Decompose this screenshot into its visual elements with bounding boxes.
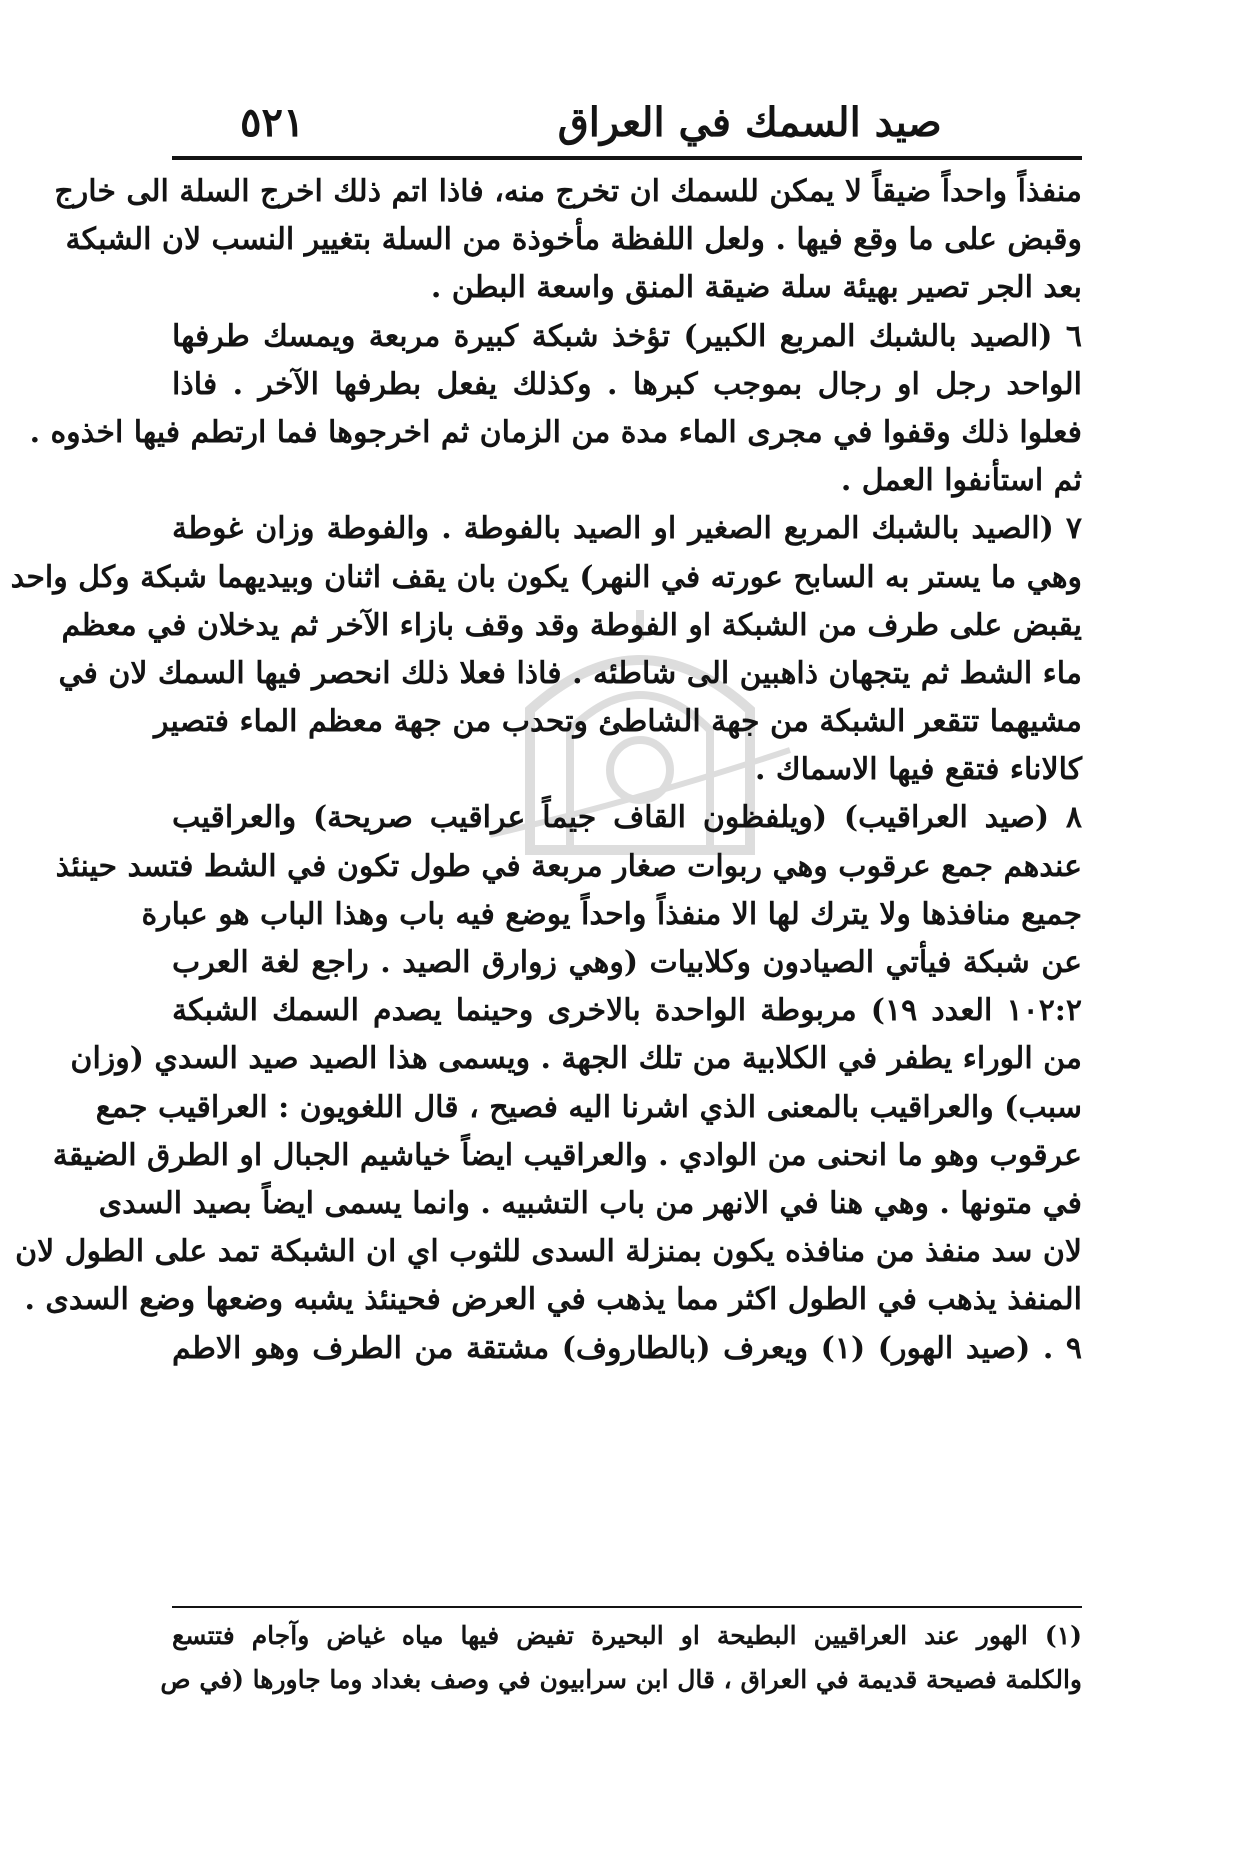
text-line: لان سد منفذ من منافذه يكون بمنزلة السدى للثوب اي ان الشبكة تمد على الطول لان bbox=[15, 1234, 1082, 1270]
text-line: في متونها . وهي هنا في الانهر من باب التشبيه . وانما يسمى ايضاً بصيد السدى bbox=[98, 1185, 1082, 1221]
text-line: بعد الجر تصير بهيئة سلة ضيقة المنق واسعة البطن . bbox=[430, 270, 1082, 306]
text-line: عندهم جمع عرقوب وهي ربوات صغار مربعة في طول تكون في الشط فتسد حينئذ bbox=[55, 848, 1082, 884]
footnotes bbox=[160, 1614, 1082, 1702]
text-line: الواحد رجل او رجال بموجب كبرها . وكذلك يفعل بطرفها الآخر . فاذا bbox=[172, 366, 1082, 402]
text-line: المنفذ يذهب في الطول اكثر مما يذهب في العرض فحينئذ يشبه وضعها وضع السدى . bbox=[24, 1282, 1082, 1318]
footnote-line: (١) الهور عند العراقيين البطيحة او البحيرة تفيض فيها مياه غياض وآجام فتتسع bbox=[172, 1621, 1082, 1650]
text-line: عرقوب وهو ما انحنى من الوادي . والعراقيب ايضاً خياشيم الجبال او الطرق الضيقة bbox=[52, 1137, 1082, 1173]
text-line: جميع منافذها ولا يترك لها الا منفذاً واحداً يوضع فيه باب وهذا الباب هو عبارة bbox=[141, 896, 1082, 932]
page-header bbox=[240, 86, 1085, 148]
text-line: ٩ . (صيد الهور) (١) ويعرف (بالطاروف) مشتقة من الطرف وهو الاطم bbox=[172, 1330, 1082, 1366]
text-line: ماء الشط ثم يتجهان ذاهبين الى شاطئه . فاذا فعلا ذلك انحصر فيها السمك لان في bbox=[58, 655, 1082, 691]
text-line: كالاناء فتقع فيها الاسماك . bbox=[754, 752, 1082, 788]
text-line: وقبض على ما وقع فيها . ولعل اللفظة مأخوذة من السلة بتغيير النسب لان الشبكة bbox=[65, 222, 1082, 258]
running-title: صيد السمك في العراق bbox=[557, 99, 942, 146]
text-line: يقبض على طرف من الشبكة او الفوطة وقد وقف بازاء الآخر ثم يدخلان في معظم bbox=[61, 607, 1082, 643]
header-rule bbox=[172, 156, 1082, 160]
footnote-line: والكلمة فصيحة قديمة في العراق ، قال ابن سرابيون في وصف بغداد وما جاورها (في ص bbox=[160, 1665, 1082, 1694]
text-line: ١٠٢:٢ العدد ١٩) مربوطة الواحدة بالاخرى وحينما يصدم السمك الشبكة bbox=[172, 993, 1082, 1029]
text-line: من الوراء يطفر في الكلابية من تلك الجهة . ويسمى هذا الصيد صيد السدي (وزان bbox=[70, 1041, 1082, 1077]
text-line: عن شبكة فيأتي الصيادون وكلابيات (وهي زوارق الصيد . راجع لغة العرب bbox=[172, 945, 1082, 980]
text-line: ٨ (صيد العراقيب) (ويلفظون القاف جيماً عراقيب صريحة) والعراقيب bbox=[172, 800, 1082, 836]
text-line: منفذاً واحداً ضيقاً لا يمكن للسمك ان تخرج منه، فاذا اتم ذلك اخرج السلة الى خارج bbox=[54, 174, 1082, 209]
text-line: مشيهما تتقعر الشبكة من جهة الشاطئ وتحدب من جهة معظم الماء فتصير bbox=[153, 704, 1082, 740]
text-line: وهي ما يستر به السابح عورته في النهر) يكون بان يقف اثنان وبيديهما شبكة وكل واحد bbox=[10, 559, 1082, 595]
text-line: ٦ (الصيد بالشبك المربع الكبير) تؤخذ شبكة كبيرة مربعة ويمسك طرفها bbox=[172, 318, 1083, 354]
body-text bbox=[10, 168, 1083, 1373]
page-number: ٥٢١ bbox=[240, 99, 305, 146]
text-line: ٧ (الصيد بالشبك المربع الصغير او الصيد بالفوطة . والفوطة وزان غوطة bbox=[172, 511, 1082, 547]
footnote-rule bbox=[172, 1606, 1082, 1608]
text-line: سبب) والعراقيب بالمعنى الذي اشرنا اليه فصيح ، قال اللغويون : العراقيب جمع bbox=[95, 1089, 1082, 1125]
text-line: فعلوا ذلك وقفوا في مجرى الماء مدة من الزمان ثم اخرجوها فما ارتطم فيها اخذوه . bbox=[29, 414, 1082, 450]
text-line: ثم استأنفوا العمل . bbox=[840, 463, 1082, 499]
